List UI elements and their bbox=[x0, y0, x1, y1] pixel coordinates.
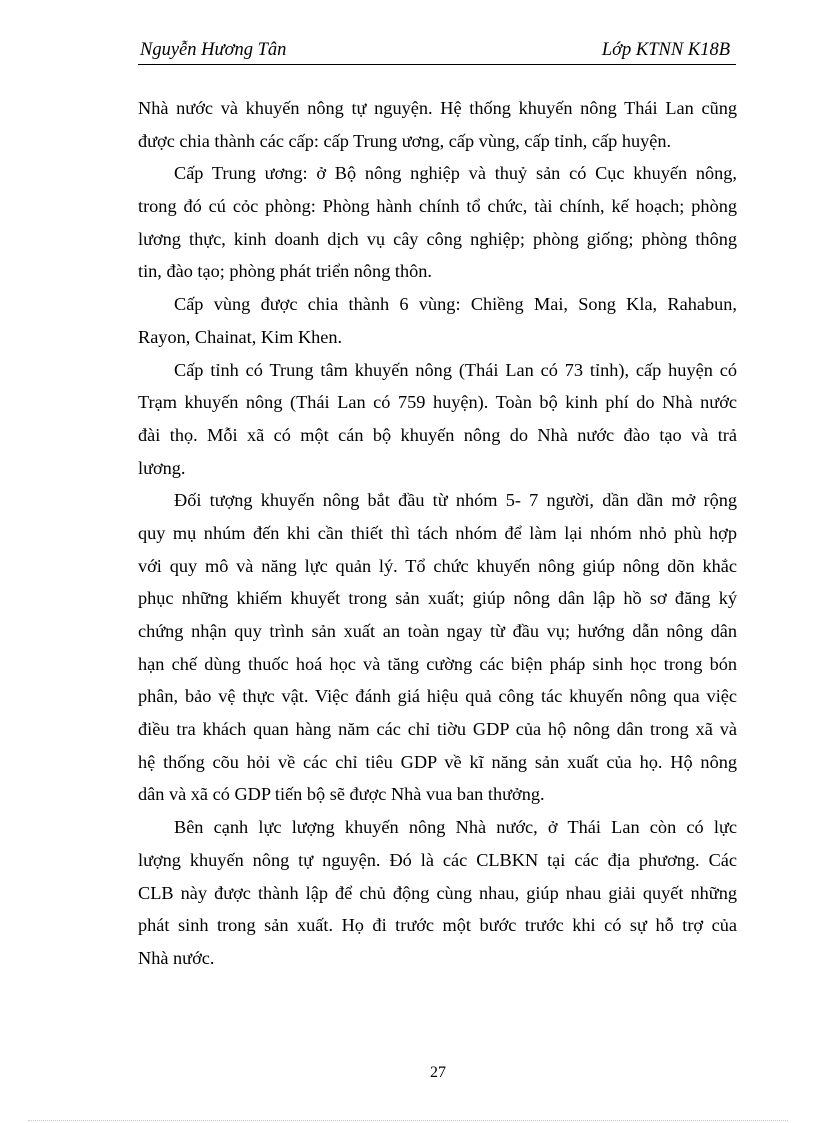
paragraph-line: quy mụ nhúm đến khi cần thiết thì tách nhóm để làm lại nhóm nhỏ phù hợp bbox=[138, 522, 737, 543]
paragraph bbox=[138, 288, 737, 353]
paragraph-line: phân, bảo vệ thực vật. Việc đánh giá hiệu quả công tác khuyến nông qua việc bbox=[138, 686, 737, 707]
paragraph-line: điều tra khách quan hàng năm các chỉ tiờu GDP của hộ nông dân trong xã và bbox=[138, 719, 737, 740]
paragraph-line: Cấp Trung ương: ở Bộ nông nghiệp và thuỷ sản có Cục khuyến nông, bbox=[174, 163, 737, 184]
paragraph-line: Rayon, Chainat, Kim Khen. bbox=[138, 326, 343, 347]
paragraph bbox=[138, 354, 737, 485]
paragraph-line: lương thực, kinh doanh dịch vụ cây công nghiệp; phòng giống; phòng thông bbox=[138, 228, 737, 249]
paragraph-line: Cấp vùng được chia thành 6 vùng: Chiềng Mai, Song Kla, Rahabun, bbox=[174, 294, 737, 315]
paragraph-line: tin, đào tạo; phòng phát triển nông thôn. bbox=[138, 261, 432, 282]
paragraph bbox=[138, 811, 737, 974]
paragraph-line: Trạm khuyến nông (Thái Lan có 759 huyện). Toàn bộ kinh phí do Nhà nước bbox=[138, 392, 737, 413]
paragraph-line: Nhà nước và khuyến nông tự nguyện. Hệ thống khuyến nông Thái Lan cũng bbox=[138, 98, 737, 118]
paragraph-line: Nhà nước. bbox=[138, 947, 215, 968]
paragraph-line: hạn chế dùng thuốc hoá học và tăng cường các biện pháp sinh học trong bón bbox=[138, 653, 737, 674]
page-number: 27 bbox=[430, 1064, 446, 1081]
paragraph-line: đài thọ. Mỗi xã có một cán bộ khuyến nông do Nhà nước đào tạo và trả bbox=[138, 424, 737, 445]
paragraph-line: dân và xã có GDP tiến bộ sẽ được Nhà vua ban thưởng. bbox=[138, 784, 545, 805]
paragraph bbox=[138, 92, 737, 157]
paragraph-line: CLB này được thành lập để chủ động cùng nhau, giúp nhau giải quyết những bbox=[138, 882, 737, 903]
paragraph-line: phục những khiếm khuyết trong sản xuất; giúp nông dân lập hồ sơ đăng ký bbox=[138, 588, 737, 609]
paragraph bbox=[138, 484, 737, 811]
paragraph-line: hệ thống cõu hỏi về các chỉ tiêu GDP về kĩ năng sản xuất của họ. Hộ nông bbox=[138, 751, 737, 772]
page-bottom-border bbox=[28, 1120, 788, 1121]
paragraph-line: lượng khuyến nông tự nguyện. Đó là các CLBKN tại các địa phương. Các bbox=[138, 849, 737, 870]
paragraph bbox=[138, 157, 737, 288]
paragraph-line: với quy mô và năng lực quản lý. Tổ chức khuyến nông giúp nông dõn khắc bbox=[138, 555, 737, 576]
paragraph-line: phát sinh trong sản xuất. Họ đi trước một bước trước khi có sự hỗ trợ của bbox=[138, 915, 737, 936]
paragraph-line: Đối tượng khuyến nông bắt đầu từ nhóm 5- 7 người, dần dần mở rộng bbox=[174, 490, 737, 511]
paragraph-line: được chia thành các cấp: cấp Trung ương, cấp vùng, cấp tỉnh, cấp huyện. bbox=[138, 130, 672, 151]
paragraph-line: lương. bbox=[138, 457, 186, 478]
paragraph-line: Bên cạnh lực lượng khuyến nông Nhà nước, ở Thái Lan còn có lực bbox=[174, 817, 737, 838]
header-author: Nguyễn Hương Tân bbox=[140, 40, 287, 60]
paragraph-line: chứng nhận quy trình sản xuất an toàn ngay từ đầu vụ; hướng dẫn nông dân bbox=[138, 621, 737, 641]
page-header bbox=[138, 38, 736, 65]
paragraph-line: trong đó cú cỏc phòng: Phòng hành chính tổ chức, tài chính, kế hoạch; phòng bbox=[138, 196, 737, 217]
header-class: Lớp KTNN K18B bbox=[601, 40, 730, 60]
paragraph-line: Cấp tỉnh có Trung tâm khuyến nông (Thái Lan có 73 tỉnh), cấp huyện có bbox=[174, 359, 737, 380]
body-text bbox=[138, 92, 737, 975]
